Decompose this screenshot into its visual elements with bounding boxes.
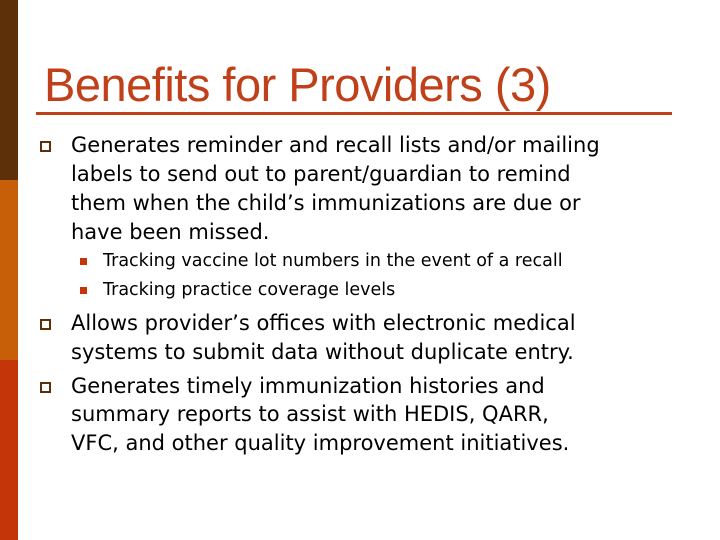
side-bar-segment-red: [0, 360, 18, 540]
bullet-3-line-2: summary reports to assist with HEDIS, QARR,: [71, 402, 549, 426]
slide-title: Benefits for Providers (3): [44, 58, 551, 111]
bullet-1-line-2: labels to send out to parent/guardian to remind: [71, 162, 571, 186]
bullet-2-line-2: systems to submit data without duplicate entry.: [71, 340, 574, 364]
bullet-3-line-3: VFC, and other quality improvement initiatives.: [71, 431, 570, 455]
title-underline: [36, 112, 672, 115]
bullet-3-line-1: Generates timely immunization histories and: [71, 374, 545, 398]
bullet-1-line-4: have been missed.: [71, 220, 270, 244]
sub-bullet-1-text: Tracking vaccine lot numbers in the event of a recall: [103, 251, 563, 271]
side-bar-segment-brown: [0, 0, 18, 180]
filled-square-bullet-icon: [80, 258, 87, 265]
side-bar-segment-orange: [0, 180, 18, 360]
filled-square-bullet-icon: [80, 287, 87, 294]
bullet-2-line-1: Allows provider’s offices with electronic medical: [71, 311, 576, 335]
side-accent-bar: [0, 0, 18, 540]
bullet-1-line-3: them when the child’s immunizations are due or: [71, 191, 581, 215]
hollow-square-bullet-icon: [40, 382, 51, 393]
sub-bullet-2-text: Tracking practice coverage levels: [103, 280, 396, 300]
bullet-1-line-1: Generates reminder and recall lists and/or mailing: [71, 133, 600, 157]
hollow-square-bullet-icon: [40, 141, 51, 152]
hollow-square-bullet-icon: [40, 319, 51, 330]
